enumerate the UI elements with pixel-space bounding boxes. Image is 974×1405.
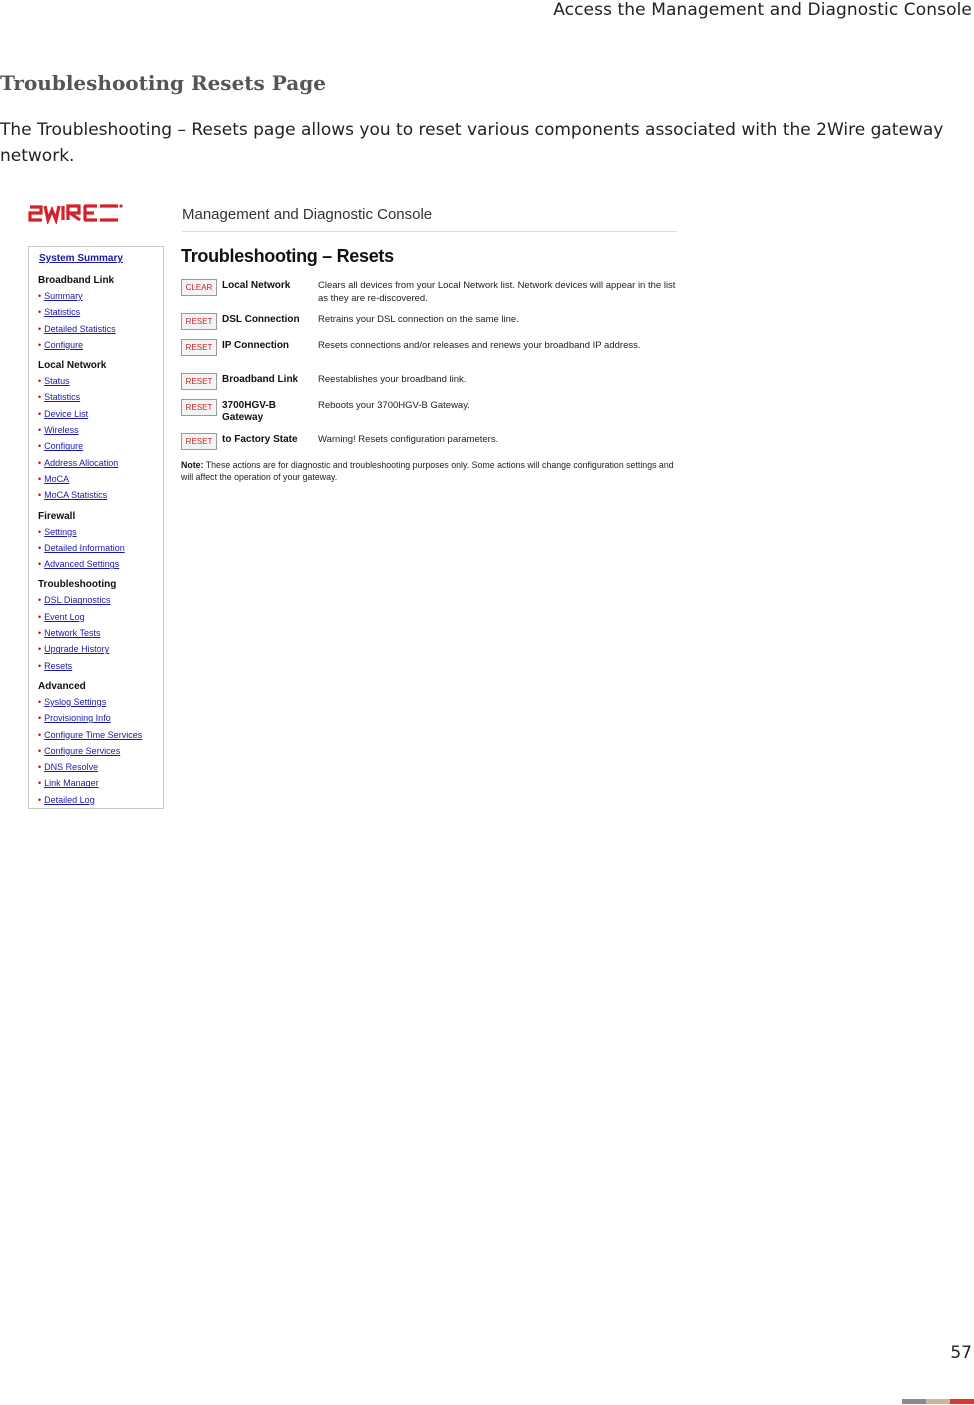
bullet-icon: • [38,794,42,805]
reset-target-name: IP Connection [222,340,290,351]
sidebar-item [38,641,163,657]
section-title: Troubleshooting Resets Page [0,71,326,95]
bullet-icon: • [38,425,42,436]
sidebar-item [38,556,163,572]
reset-description: Retrains your DSL connection on the same line. [318,314,519,325]
sidebar-link[interactable]: DSL Diagnostics [44,595,111,606]
reset-button[interactable]: RESET [181,433,217,450]
bullet-icon: • [38,729,42,740]
nav-group [38,274,163,353]
page-number: 57 [950,1343,972,1363]
nav-group-heading: Local Network [38,360,107,372]
console-screenshot [22,190,682,815]
bullet-icon: • [38,339,42,350]
reset-target-name: Local Network [222,280,291,291]
sidebar-item [38,524,163,540]
bullet-icon: • [38,473,42,484]
reset-button[interactable]: RESET [181,339,217,356]
sidebar-item [38,775,163,791]
sidebar-link[interactable]: MoCA [44,473,70,484]
sidebar-item [38,422,163,438]
footer-color-bar [950,1399,974,1404]
sidebar-item [38,625,163,641]
sidebar-item [38,406,163,422]
sidebar-item [38,694,163,710]
reset-target-name: 3700HGV-B Gateway [222,400,276,423]
sidebar-item [38,455,163,471]
sidebar-item [38,321,163,337]
sidebar-link[interactable]: Detailed Statistics [44,323,116,334]
sidebar-item [38,471,163,487]
sidebar-item [38,337,163,353]
sidebar-item [38,710,163,726]
nav-group-heading: Troubleshooting [38,579,117,591]
sidebar-link[interactable]: Configure Services [44,745,121,756]
bullet-icon: • [38,660,42,671]
sidebar-item [38,389,163,405]
bullet-icon: • [38,291,42,301]
reset-description: Resets connections and/or releases and renews your broadband IP address. [318,340,641,351]
sidebar-link[interactable]: Configure Time Services [44,729,143,740]
nav-group [38,510,163,573]
reset-button[interactable]: RESET [181,399,217,416]
sidebar-link[interactable]: Summary [44,291,83,301]
bullet-icon: • [38,745,42,756]
bullet-icon: • [38,457,42,468]
reset-description: Clears all devices from your Local Network list. Network devices will appear in the list as they are re-discovered. [318,280,676,304]
sidebar-item [38,609,163,625]
reset-target-name: DSL Connection [222,314,300,325]
sidebar-link[interactable]: Detailed Log [44,794,95,805]
console-title: Management and Diagnostic Console [182,206,433,223]
sidebar-item [38,727,163,743]
header-divider [182,231,677,232]
sidebar-item [38,743,163,759]
sidebar-link[interactable]: Detailed Information [44,542,125,553]
bullet-icon: • [38,595,42,606]
sidebar-link[interactable]: Syslog Settings [44,696,107,707]
bullet-icon: • [38,713,42,724]
sidebar-link[interactable]: Statistics [44,307,81,318]
2wire-logo [28,202,124,224]
nav-group-heading: Firewall [38,510,76,522]
sidebar-link[interactable]: Provisioning Info [44,713,111,724]
sidebar-link[interactable]: Wireless [44,425,79,436]
bullet-icon: • [38,644,42,655]
nav-group-heading: Advanced [38,680,86,692]
bullet-icon: • [38,559,42,570]
sidebar-item [38,592,163,608]
bullet-icon: • [38,392,42,403]
sidebar-item [38,304,163,320]
reset-description: Reestablishes your broadband link. [318,374,467,385]
running-header: Access the Management and Diagnostic Console [553,0,972,20]
reset-target-name: Broadband Link [222,374,299,385]
reset-target-name: to Factory State [222,434,298,445]
sidebar-link[interactable]: Event Log [44,611,85,622]
bullet-icon: • [38,778,42,789]
sidebar-item [38,658,163,674]
footer-color-bar [902,1399,926,1404]
reset-button[interactable]: RESET [181,313,217,330]
sidebar-link[interactable]: Configure [44,441,84,452]
sidebar-item [38,373,163,389]
sidebar-item [38,759,163,775]
nav-group-heading: Broadband Link [38,275,115,286]
sidebar-link[interactable]: Settings [44,526,77,537]
sidebar-link[interactable]: Resets [44,660,73,671]
bullet-icon: • [38,376,42,387]
sidebar-item [38,288,163,304]
note-label: Note: [181,460,204,470]
sidebar-link[interactable]: Configure [44,339,84,350]
nav-group [38,680,163,808]
page-title: Troubleshooting – Resets [181,246,394,266]
sidebar-link[interactable]: Status [44,376,70,387]
sidebar-item [38,438,163,454]
reset-description: Reboots your 3700HGV-B Gateway. [318,400,470,411]
reset-description: Warning! Resets configuration parameters. [318,434,499,445]
sidebar-link[interactable]: Device List [44,408,89,419]
reset-button[interactable]: RESET [181,373,217,390]
sidebar-link[interactable]: Link Manager [44,778,99,789]
sidebar-item [38,487,163,503]
sidebar-link[interactable]: Statistics [44,392,81,403]
footer-color-bar [926,1399,950,1404]
bullet-icon: • [38,628,42,639]
bullet-icon: • [38,307,42,318]
note-text: These actions are for diagnostic and troubleshooting purposes only. Some actions will change configuration settings and will affect the operation of your gateway. [181,460,674,482]
sidebar-link[interactable]: Network Tests [44,628,101,639]
sidebar-link[interactable]: MoCA Statistics [44,490,108,501]
clear-button[interactable]: CLEAR [181,279,217,296]
sidebar-link[interactable]: DNS Resolve [44,762,99,773]
bullet-icon: • [38,323,42,334]
footer-color-bars [902,1399,974,1404]
bullet-icon: • [38,490,42,501]
sidebar-system-summary-link[interactable]: System Summary [39,253,123,264]
bullet-icon: • [38,526,42,537]
nav-group [38,578,163,673]
intro-paragraph: The Troubleshooting – Resets page allows you to reset various components associated with the 2Wire gateway network. [0,120,944,166]
nav-group [38,359,163,503]
sidebar-item [38,792,163,808]
sidebar-link[interactable]: Advanced Settings [44,559,120,570]
bullet-icon: • [38,611,42,622]
sidebar-nav [28,246,164,809]
bullet-icon: • [38,762,42,773]
sidebar-link[interactable]: Upgrade History [44,644,110,655]
sidebar-link[interactable]: Address Allocation [44,457,119,468]
bullet-icon: • [38,696,42,707]
note [181,459,681,483]
bullet-icon: • [38,542,42,553]
sidebar-item [38,540,163,556]
bullet-icon: • [38,408,42,419]
bullet-icon: • [38,441,42,452]
